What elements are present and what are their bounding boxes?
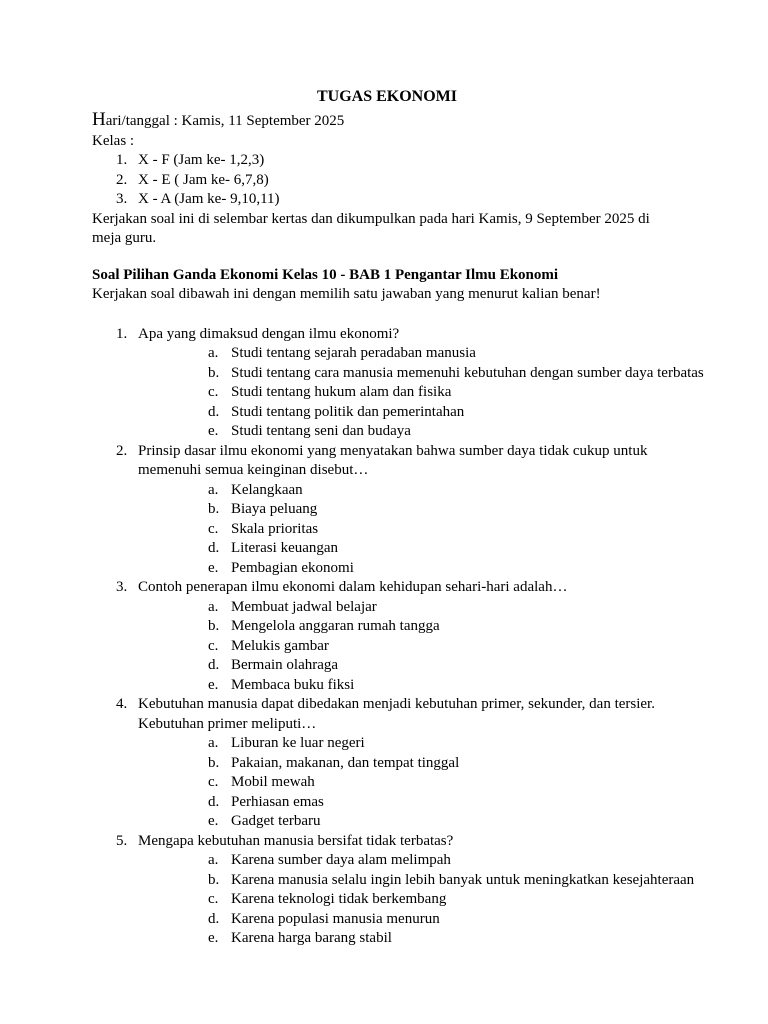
option-letter: e. xyxy=(208,930,219,946)
option-list xyxy=(138,481,682,579)
option-letter: d. xyxy=(208,540,220,556)
answer-option xyxy=(138,617,682,637)
question-text: Apa yang dimaksud dengan ilmu ekonomi? xyxy=(138,325,400,342)
option-list xyxy=(138,851,695,949)
option-letter: a. xyxy=(208,598,219,615)
document-title: TUGAS EKONOMI xyxy=(316,88,457,105)
question-list xyxy=(92,325,704,949)
class-number: 1. xyxy=(116,152,128,168)
answer-option xyxy=(138,773,682,793)
answer-option xyxy=(138,481,682,501)
option-letter: c. xyxy=(208,637,219,654)
option-letter: d. xyxy=(208,403,220,420)
option-text: Karena populasi manusia menurun xyxy=(231,910,440,927)
answer-option xyxy=(138,383,682,403)
option-text: Karena harga barang stabil xyxy=(231,930,392,946)
option-letter: e. xyxy=(208,423,219,439)
class-number: 2. xyxy=(116,171,128,188)
question-item xyxy=(92,832,695,949)
answer-option xyxy=(138,344,682,364)
option-letter: b. xyxy=(208,618,220,634)
option-list xyxy=(138,734,682,832)
option-text: Studi tentang cara manusia memenuhi kebutuhan dengan sumber daya terbatas xyxy=(231,364,704,381)
answer-option xyxy=(138,910,682,930)
question-text: Kebutuhan primer meliputi… xyxy=(138,715,317,732)
option-letter: a. xyxy=(208,481,219,498)
option-text: Studi tentang hukum alam dan fisika xyxy=(231,384,452,400)
answer-option xyxy=(138,559,682,579)
option-text: Karena manusia selalu ingin lebih banyak untuk meningkatkan kesejahteraan xyxy=(231,871,695,888)
class-text: X - F (Jam ke- 1,2,3) xyxy=(138,152,265,168)
option-text: Studi tentang seni dan budaya xyxy=(231,423,411,439)
option-list xyxy=(138,598,682,696)
instruction-line-1: Kerjakan soal ini di selembar kertas dan dikumpulkan pada hari Kamis, 9 September 2025 di xyxy=(92,210,650,227)
option-list xyxy=(138,344,704,442)
option-text: Membaca buku fiksi xyxy=(231,676,355,693)
option-text: Studi tentang politik dan pemerintahan xyxy=(231,403,465,420)
question-item xyxy=(92,578,682,695)
question-text: memenuhi semua keinginan disebut… xyxy=(138,462,369,478)
section-instruction: Kerjakan soal dibawah ini dengan memilih satu jawaban yang menurut kalian benar! xyxy=(92,286,601,302)
question-text: Mengapa kebutuhan manusia bersifat tidak terbatas? xyxy=(138,832,454,849)
option-text: Kelangkaan xyxy=(231,481,303,498)
answer-option xyxy=(138,851,682,871)
option-text: Mobil mewah xyxy=(231,774,315,790)
answer-option xyxy=(138,656,682,676)
question-text: Kebutuhan manusia dapat dibedakan menjadi kebutuhan primer, sekunder, dan tersier. xyxy=(138,696,655,712)
option-letter: a. xyxy=(208,852,219,868)
option-text: Melukis gambar xyxy=(231,637,329,654)
option-text: Membuat jadwal belajar xyxy=(231,598,377,615)
option-letter: e. xyxy=(208,676,219,693)
answer-option xyxy=(138,500,682,520)
answer-option xyxy=(138,637,682,657)
class-text: X - E ( Jam ke- 6,7,8) xyxy=(138,171,269,188)
option-letter: b. xyxy=(208,754,220,771)
date-line xyxy=(92,110,682,132)
question-item xyxy=(92,325,704,442)
option-letter: b. xyxy=(208,364,220,381)
answer-option xyxy=(138,793,682,813)
answer-option xyxy=(138,754,682,774)
option-text: Liburan ke luar negeri xyxy=(231,735,365,751)
document-page xyxy=(92,86,704,949)
question-text: Contoh penerapan ilmu ekonomi dalam kehidupan sehari-hari adalah… xyxy=(138,579,568,595)
option-letter: a. xyxy=(208,735,219,751)
option-letter: e. xyxy=(208,559,219,576)
option-text: Karena teknologi tidak berkembang xyxy=(231,891,447,907)
option-text: Mengelola anggaran rumah tangga xyxy=(231,618,440,634)
date-text: ari/tanggal : Kamis, 11 September 2025 xyxy=(105,113,345,129)
option-letter: d. xyxy=(208,657,220,673)
answer-option xyxy=(138,403,682,423)
answer-option xyxy=(138,520,682,540)
option-text: Literasi keuangan xyxy=(231,540,339,556)
option-letter: b. xyxy=(208,501,220,517)
answer-option xyxy=(138,812,682,832)
question-item xyxy=(92,442,682,579)
answer-option xyxy=(138,364,704,384)
option-text: Skala prioritas xyxy=(231,520,319,537)
option-letter: c. xyxy=(208,774,219,790)
question-number: 5. xyxy=(116,832,128,849)
question-item xyxy=(92,695,682,832)
option-text: Studi tentang sejarah peradaban manusia xyxy=(231,345,476,361)
answer-option xyxy=(138,422,682,442)
instruction-line-2: meja guru. xyxy=(92,230,157,246)
answer-option xyxy=(138,676,682,696)
option-letter: d. xyxy=(208,910,220,927)
option-letter: c. xyxy=(208,384,219,400)
option-letter: b. xyxy=(208,871,220,888)
class-item xyxy=(92,151,682,171)
question-number: 2. xyxy=(116,442,128,459)
option-text: Biaya peluang xyxy=(231,501,318,517)
class-item xyxy=(92,190,682,210)
answer-option xyxy=(138,598,682,618)
answer-option xyxy=(138,929,682,949)
answer-option xyxy=(138,734,682,754)
option-text: Pakaian, makanan, dan tempat tinggal xyxy=(231,754,460,771)
option-text: Karena sumber daya alam melimpah xyxy=(231,852,451,868)
class-text: X - A (Jam ke- 9,10,11) xyxy=(138,191,280,207)
question-number: 4. xyxy=(116,696,128,712)
option-letter: d. xyxy=(208,793,220,810)
option-text: Perhiasan emas xyxy=(231,793,324,810)
option-text: Pembagian ekonomi xyxy=(231,559,354,576)
question-number: 3. xyxy=(116,579,128,595)
answer-option xyxy=(138,890,682,910)
class-list xyxy=(92,151,682,210)
option-text: Gadget terbaru xyxy=(231,813,321,829)
question-text: Prinsip dasar ilmu ekonomi yang menyatakan bahwa sumber daya tidak cukup untuk xyxy=(138,442,648,459)
answer-option xyxy=(138,871,695,891)
class-label: Kelas : xyxy=(92,132,135,149)
option-text: Bermain olahraga xyxy=(231,657,339,673)
question-number: 1. xyxy=(116,325,128,342)
option-letter: c. xyxy=(208,520,219,537)
option-letter: a. xyxy=(208,345,219,361)
class-item xyxy=(92,171,682,191)
class-number: 3. xyxy=(116,191,128,207)
answer-option xyxy=(138,539,682,559)
section-title: Soal Pilihan Ganda Ekonomi Kelas 10 - BAB 1 Pengantar Ilmu Ekonomi xyxy=(92,266,559,283)
option-letter: e. xyxy=(208,813,219,829)
option-letter: c. xyxy=(208,891,219,907)
date-first-letter: H xyxy=(92,109,106,130)
